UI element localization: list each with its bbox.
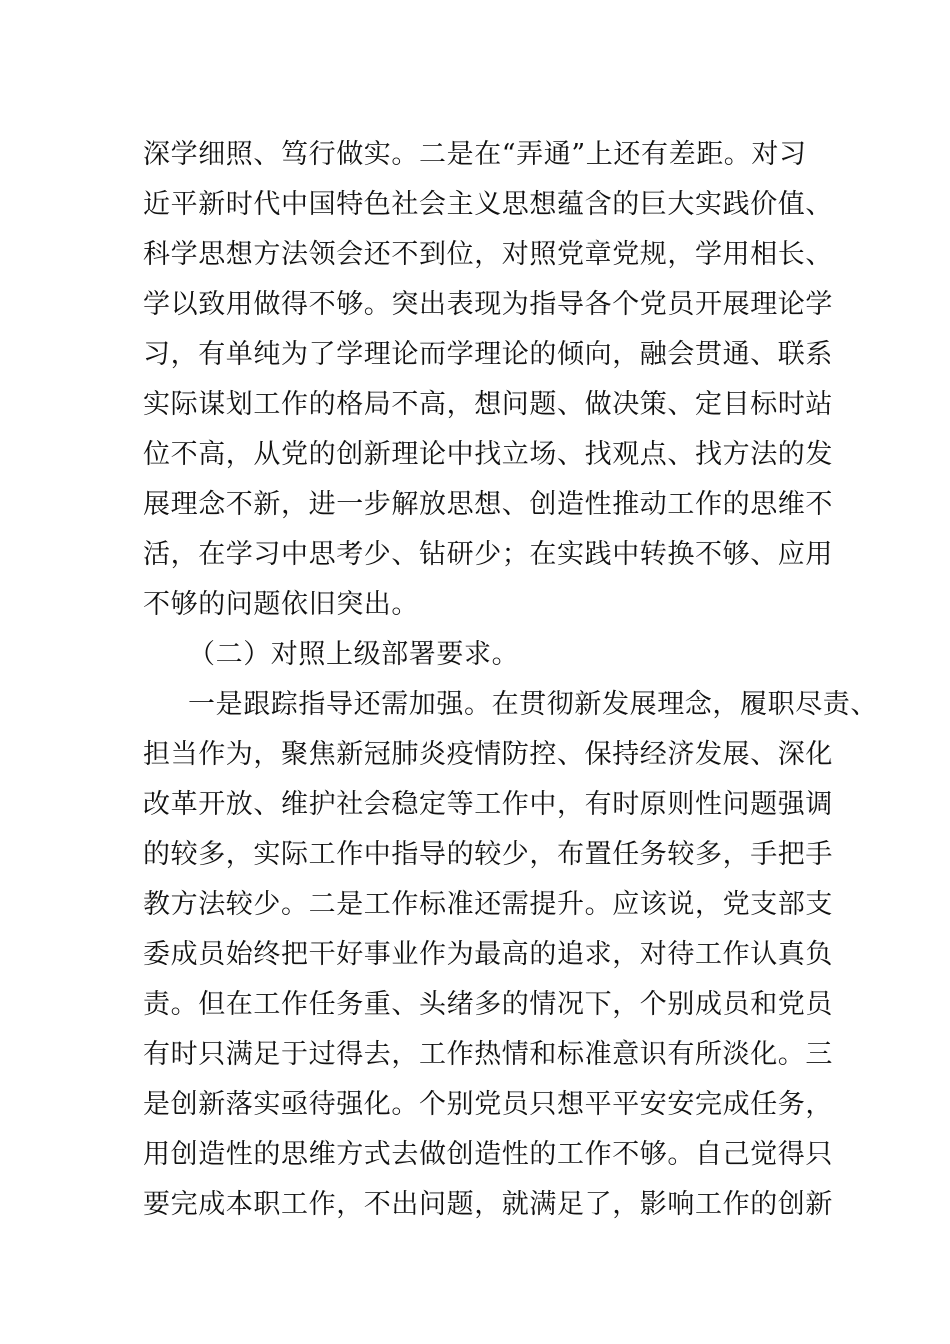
- paragraph-line: 近平新时代中国特色社会主义思想蕴含的巨大实践价值、: [143, 189, 833, 220]
- paragraph-line: 学以致用做得不够。突出表现为指导各个党员开展理论学: [143, 289, 833, 320]
- section-heading: （二）对照上级部署要求。: [188, 639, 520, 670]
- paragraph-line: 责。但在工作任务重、头绪多的情况下，个别成员和党员: [143, 989, 833, 1020]
- paragraph-line: 的较多，实际工作中指导的较少，布置任务较多，手把手: [143, 839, 833, 870]
- paragraph-line: 位不高，从党的创新理论中找立场、找观点、找方法的发: [143, 439, 833, 470]
- paragraph-line: 用创造性的思维方式去做创造性的工作不够。自己觉得只: [143, 1139, 833, 1170]
- paragraph-line: 展理念不新，进一步解放思想、创造性推动工作的思维不: [143, 489, 833, 520]
- paragraph-line: 有时只满足于过得去，工作热情和标准意识有所淡化。三: [143, 1039, 833, 1070]
- paragraph-line: 委成员始终把干好事业作为最高的追求，对待工作认真负: [143, 939, 833, 970]
- paragraph-line: 习，有单纯为了学理论而学理论的倾向，融会贯通、联系: [143, 339, 833, 370]
- paragraph-line: 活，在学习中思考少、钻研少；在实践中转换不够、应用: [143, 539, 833, 570]
- paragraph-line: 教方法较少。二是工作标准还需提升。应该说，党支部支: [143, 889, 833, 920]
- paragraph-line: 科学思想方法领会还不到位，对照党章党规，学用相长、: [143, 239, 833, 270]
- paragraph-line: 实际谋划工作的格局不高，想问题、做决策、定目标时站: [143, 389, 833, 420]
- paragraph-line: 担当作为，聚焦新冠肺炎疫情防控、保持经济发展、深化: [143, 739, 833, 770]
- paragraph-line: 改革开放、维护社会稳定等工作中，有时原则性问题强调: [143, 789, 833, 820]
- paragraph-line: 深学细照、笃行做实。二是在“弄通”上还有差距。对习: [143, 139, 807, 170]
- paragraph-line: 一是跟踪指导还需加强。在贯彻新发展理念，履职尽责、: [188, 689, 878, 720]
- paragraph-line: 是创新落实亟待强化。个别党员只想平平安安完成任务，: [143, 1089, 833, 1120]
- paragraph-line: 要完成本职工作，不出问题，就满足了，影响工作的创新: [143, 1189, 833, 1220]
- paragraph-line: 不够的问题依旧突出。: [143, 589, 419, 620]
